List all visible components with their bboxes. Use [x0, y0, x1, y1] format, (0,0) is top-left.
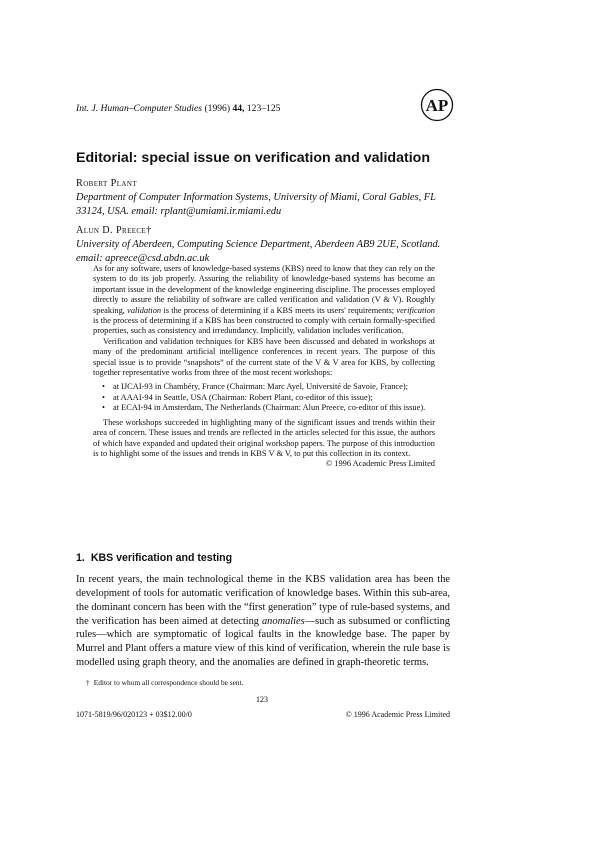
section-title: KBS verification and testing: [90, 552, 233, 564]
page-number: 123: [256, 695, 268, 704]
journal-header: [76, 103, 280, 114]
abstract-text: As for any software, users of knowledge-based systems (KBS) need to know that they can rely on the system to do its job properly. Assuring the reliability of knowledge-based systems has become an important issue in the development of the knowledge engineering discipline. The processes employed directly to assure the reliability of software are called verification and validation (V & V). Roughly speaking,: [93, 264, 435, 315]
journal-name: Int. J. Human–Computer Studies: [76, 103, 203, 114]
workshop-list-item: [93, 393, 435, 403]
footnote-text: Editor to whom all correspondence should be sent.: [93, 678, 244, 687]
journal-pages: 123–125: [246, 103, 281, 114]
body-term: anomalies: [261, 615, 305, 627]
section-number: 1.: [76, 552, 85, 564]
copyright-footer: © 1996 Academic Press Limited: [345, 710, 450, 719]
workshop-text: at AAAI-94 in Seattle, USA (Chairman: Robert Plant, co-editor of this issue);: [113, 392, 373, 402]
footnote-mark: †: [86, 678, 90, 687]
abstract-copyright: © 1996 Academic Press Limited: [325, 459, 435, 469]
bullet-icon: •: [102, 392, 105, 402]
publisher-logo: [420, 88, 454, 122]
abstract-paragraph: Verification and validation techniques for KBS have been discussed and debated in workshops at many of the predominant artificial intelligence conferences in recent years. The purpose of this special issue is to provide “snapshots” of the current state of the V & V area for KBS, by collecting together representative works from three of the most recent workshops:: [93, 336, 435, 378]
footnote: [86, 678, 244, 687]
article-title: Editorial: special issue on verification and validation: [76, 150, 430, 166]
section-heading: [76, 552, 232, 564]
author-name: Alun D. Preece†: [76, 225, 152, 236]
issn-line: 1071-5819/96/020123 + 03$12.00/0: [76, 710, 192, 719]
abstract: [93, 264, 435, 470]
publisher-logo-text: AP: [425, 96, 449, 115]
bullet-icon: •: [102, 382, 105, 392]
workshop-text: at ECAI-94 in Amsterdam, The Netherlands (Chairman: Alun Preece, co-editor of this issue).: [113, 403, 426, 413]
abstract-paragraph: These workshops succeeded in highlighting many of the significant issues and trends within their area of concern. These issues and trends are reflected in the articles selected for this issue, the authors of which have expanded and updated their original workshop papers. The purpose of this introduction is to highlight some of the issues and trends in KBS V & V, to put this collection in its context.: [93, 417, 435, 458]
abstract-term: validation: [127, 305, 162, 315]
author-affiliation: Department of Computer Information Systems, University of Miami, Coral Gables, FL 33124, USA. email: rplant@umiami.ir.miami.edu: [76, 192, 436, 217]
abstract-term: verification: [396, 305, 435, 315]
workshop-list-item: [93, 403, 435, 413]
journal-year: (1996): [204, 103, 231, 114]
workshop-list: [93, 382, 435, 413]
body-text: —such as subsumed or conflicting rules—which are symptomatic of logical faults in the knowledge base. The paper by Murrel and Plant offers a mature view of this kind of verification, wherein the rule base is modelled using graph theory, and the anomalies are defined in graph-theoretic terms.: [76, 615, 451, 669]
body-text: In recent years, the main technological theme in the KBS validation area has been the development of tools for automatic verification of knowledge bases. Within this sub-area, the dominant concern has been with the “first generation” type of rule-based systems, and the verification has been aimed at detecting: [76, 574, 450, 627]
section-body: [76, 573, 450, 670]
author-name: Robert Plant: [76, 178, 137, 189]
abstract-text: is the process of determining if a KBS has been constructed to comply with certain formally-specified properties, such as consistency and irredundancy. Implicitly, validation includes verification.: [93, 316, 435, 336]
journal-volume: 44,: [232, 103, 245, 114]
workshop-list-item: [93, 382, 435, 392]
abstract-text: is the process of determining if a KBS meets its users' requirements;: [161, 305, 397, 315]
author-affiliation: University of Aberdeen, Computing Science Department, Aberdeen AB9 2UE, Scotland. email: apreece@csd.abdn.ac.uk: [76, 239, 441, 264]
workshop-text: at IJCAI-93 in Chambéry, France (Chairman: Marc Ayel, Université de Savoie, France);: [113, 382, 408, 392]
abstract-paragraph: [93, 264, 435, 337]
bullet-icon: •: [102, 403, 105, 413]
